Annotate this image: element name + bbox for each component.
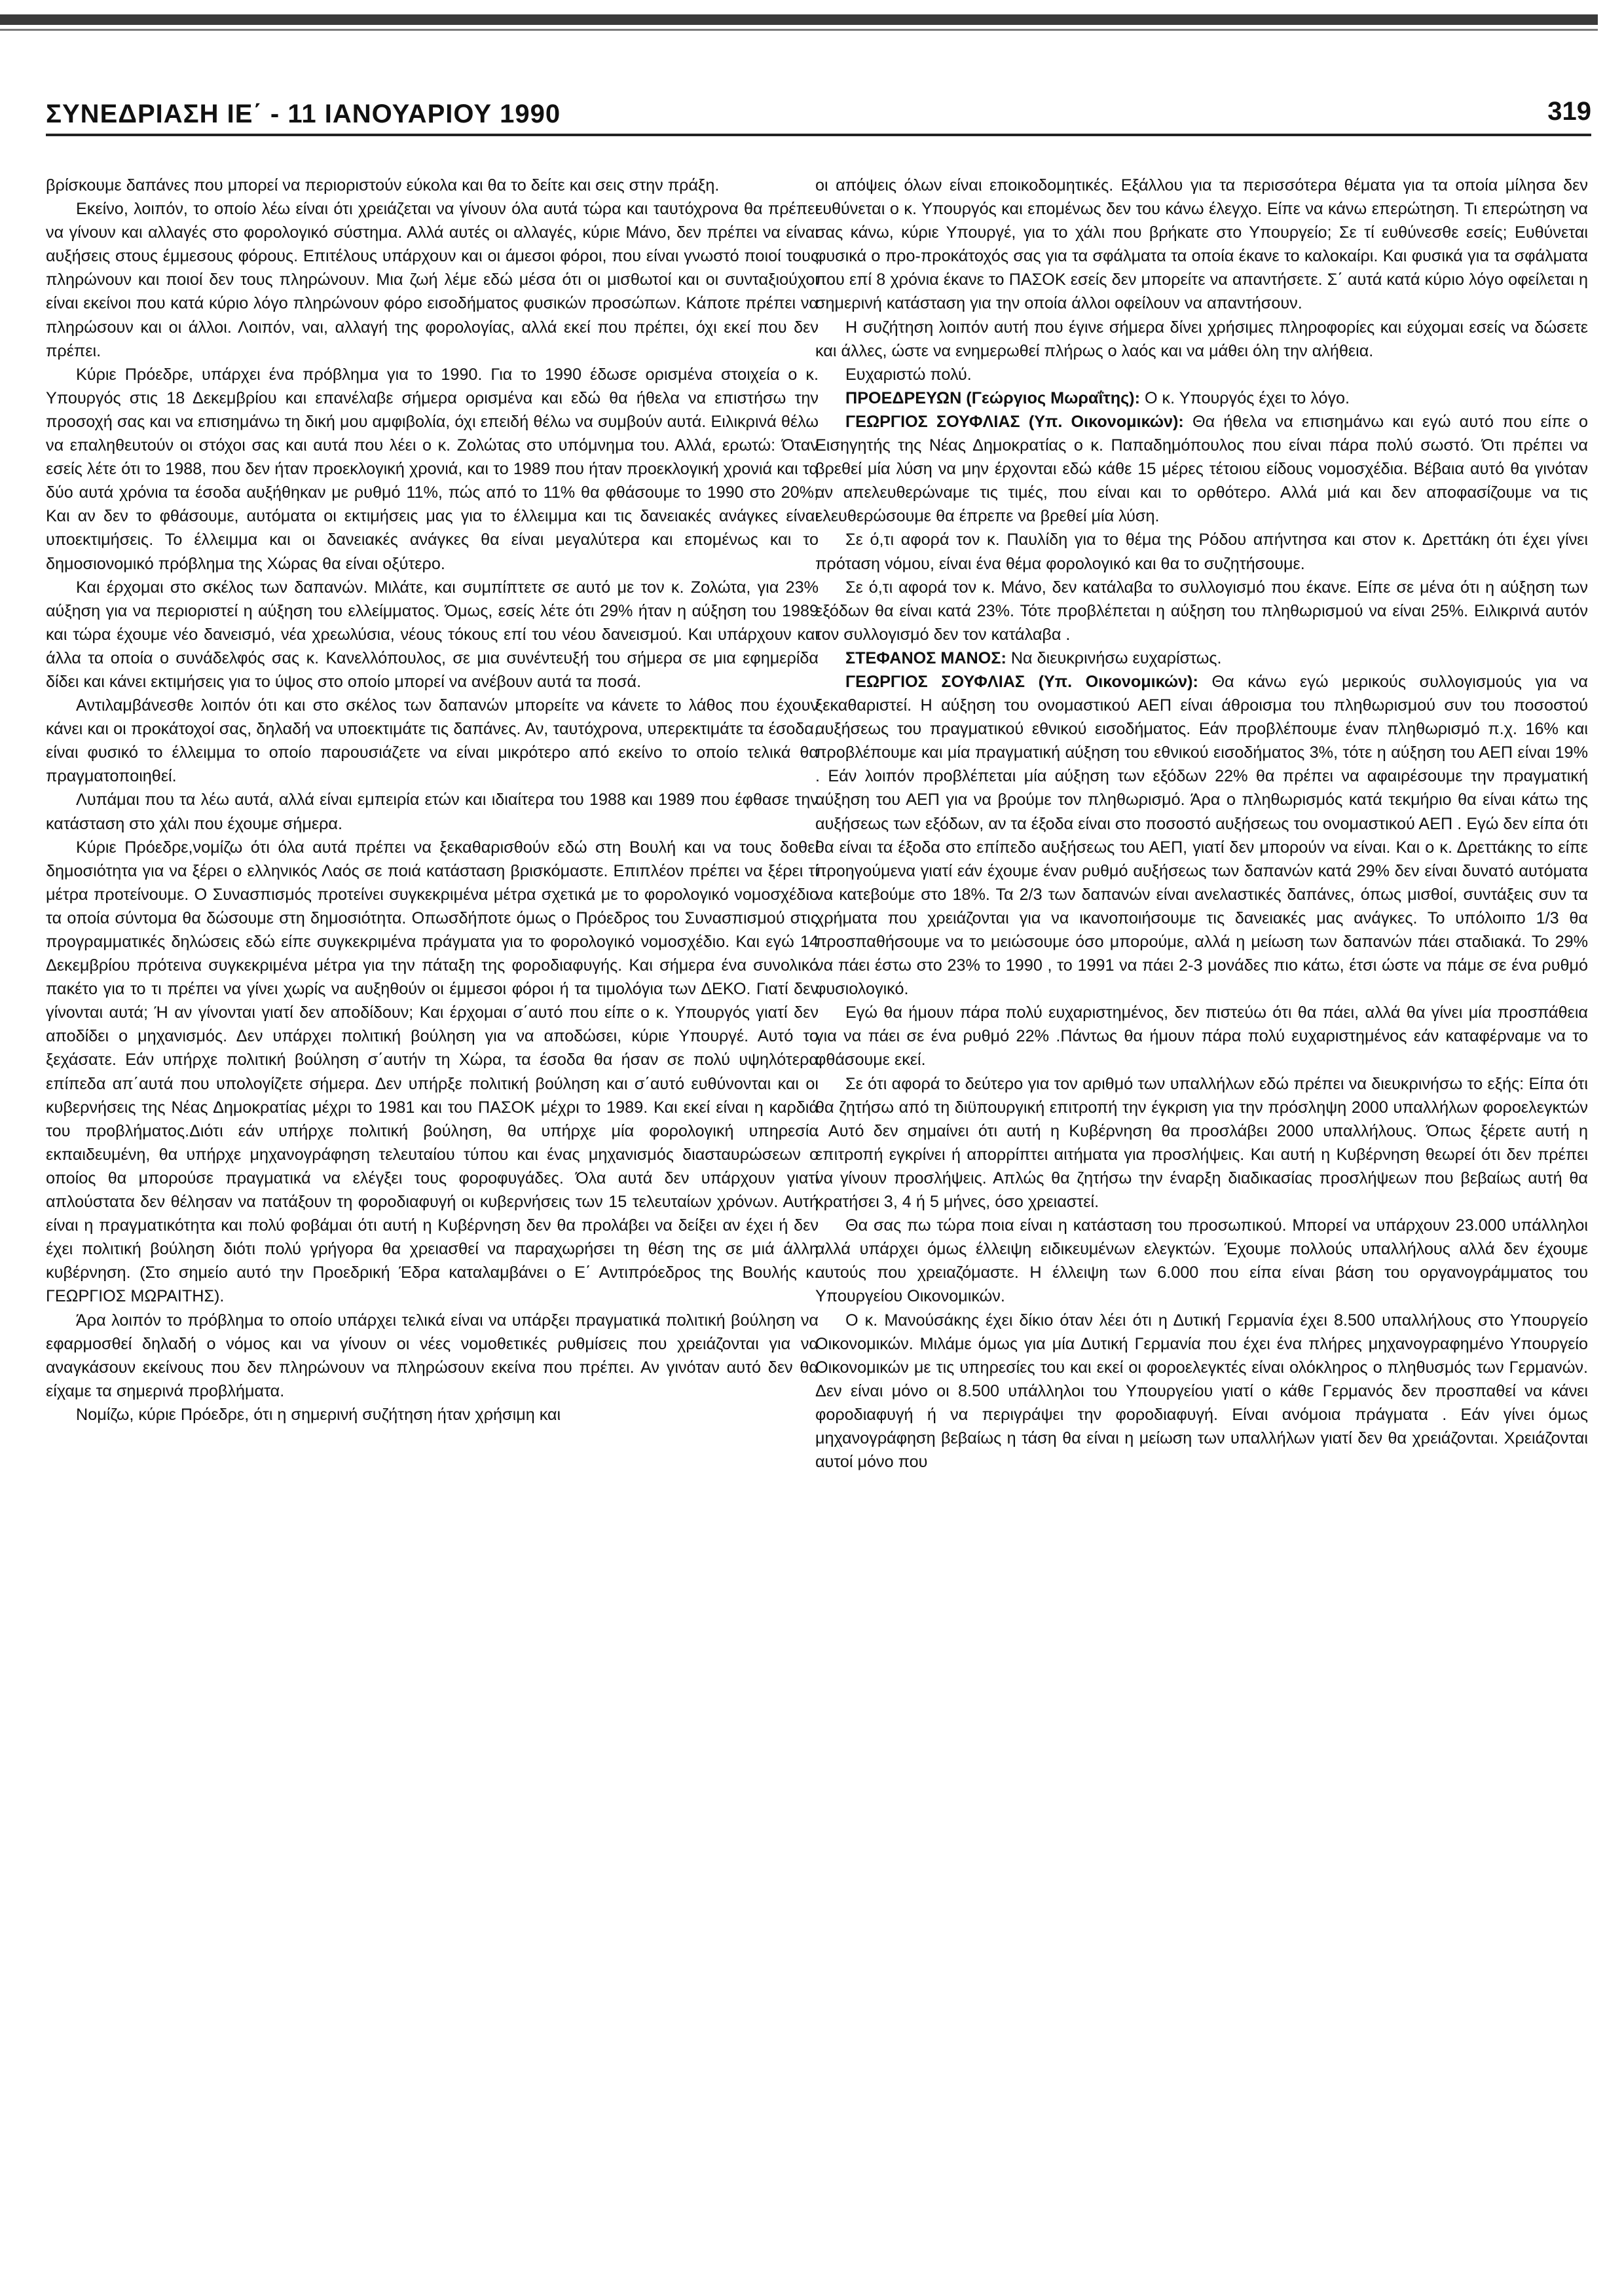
session-title: ΣΥΝΕΔΡΙΑΣΗ ΙΕ΄ - 11 ΙΑΝΟΥΑΡΙΟΥ 1990 bbox=[46, 100, 561, 128]
paragraph: Νομίζω, κύριε Πρόεδρε, ότι η σημερινή συζήτηση ήταν χρήσιμη και bbox=[76, 1405, 561, 1424]
paragraph-text: Σε ό,τι αφορά τον κ. Μάνο, δεν κατάλαβα το συλλογισμό που έκανε. Είπε σε μένα ότι η αύξηση των εξόδων θα είναι κατά 23%. Τότε προβλέπεται η αύξηση του πληθωρισμού να είναι 25%. Ειλικρινά αυτόν τον συλλογισμό δεν τον κατάλαβα . bbox=[815, 578, 1588, 644]
paragraph bbox=[815, 528, 1588, 575]
paragraph bbox=[815, 316, 1588, 363]
paragraph bbox=[815, 363, 1588, 386]
speaker-name: ΓΕΩΡΓΙΟΣ ΣΟΥΦΛΙΑΣ (Υπ. Οικονομικών): bbox=[845, 412, 1184, 431]
speech-text: Ο κ. Υπουργός έχει το λόγο. bbox=[1144, 388, 1350, 407]
left-column bbox=[46, 174, 819, 2279]
speech-paragraph bbox=[815, 386, 1588, 410]
paragraph-text: οι απόψεις όλων είναι εποικοδομητικές. Εξάλλου για τα περισσότερα θέματα για τα οποία μίλησα δεν ευθύνεται ο κ. Υπουργός και επομένως δεν του κάνω έλεγχο. Είπε να κάνω επερώτηση. Τι επερώτηση να σας κάνω, κύριε Υπουργέ, για το χάλι που βρήκατε στο Υπουργείο; Σε τί ευθύνεσθε εσείς; Ευθύνεται φυσικά ο προ-προκάτοχός σας για τα σφάλματα τα οποία έκανε το καλοκαίρι. Και φυσικά για τα σφάλματα που επί 8 χρόνια έκανε το ΠΑΣΟΚ εσείς δεν μπορείτε να απαντήσετε. Σ΄ αυτά κατά κύριο λόγο οφείλεται η σημερινή κατάσταση για την οποία άλλοι οφείλουν να απαντήσουν. bbox=[815, 176, 1588, 313]
paragraph bbox=[815, 1001, 1588, 1072]
paragraph: Κύριε Πρόεδρε, υπάρχει ένα πρόβλημα για το 1990. Για το 1990 έδωσε ορισμένα στοιχεία ο κ. Υπουργός στις 18 Δεκεμβρίου και επανέλαβε σήμερα ορισμένα και εδώ θα ήθελα να επιστήσω την προσοχή σας και να επισημάνω τη δική μου αμφιβολία, όχι επειδή θέλω να συμβούν αυτά. Ειλικρινά θέλω να επαληθευτούν οι στόχοι σας και αυτά που λέει ο κ. Ζολώτας στο υπόμνημα του. Αλλά, ερωτώ: Όταν εσείς λέτε ότι το 1988, που δεν ήταν προεκλογική χρονιά, και το 1989 που ήταν προεκλογική χρονιά και τα δύο αυτά χρόνια τα έσοδα αυξήθηκαν με ρυθμό 11%, πώς από το 11% θα φθάσουμε το 1990 στο 20%; Και αν δεν το φθάσουμε, αυτόματα οι εκτιμήσεις μας για το έλλειμμα και τις δανειακές ανάγκες είναι υποεκτιμήσεις. Το έλλειμμα και οι δανειακές ανάγκες θα είναι μεγαλύτερα και επομένως και το δημοσιονομικό πρόβλημα της Χώρας θα είναι οξύτερο. bbox=[46, 365, 819, 573]
paragraph: βρίσκουμε δαπάνες που μπορεί να περιοριστούν εύκολα και θα το δείτε και σεις στην πράξη. bbox=[46, 176, 720, 195]
paragraph bbox=[815, 576, 1588, 646]
paragraph-text: Σε ότι αφορά το δεύτερο για τον αριθμό των υπαλλήλων εδώ πρέπει να διευκρινήσω το εξής: Είπα ότι θα ζητήσω από τη διϋπουργική επιτροπή την έγκριση για την πρόσληψη 2000 υπαλλήλων φοροελεγκτών . Αυτό δεν σημαίνει ότι αυτή η Κυβέρνηση θα προσλάβει 2000 υπαλλήλους. Όπως ξέρετε αυτή η επιτροπή εγκρίνει ή απορρίπτει αιτήματα για προσλήψεις. Και αυτή η Κυβέρνηση θεωρεί ότι δεν πρέπει να γίνουν προσλήψεις. Απλώς θα ζητήσω την έναρξη διαδικασίας προσλήψεων που βεβαίως αυτή θα κρατήσει 3, 4 ή 5 μήνες, όσο χρειαστεί. bbox=[815, 1074, 1588, 1212]
running-header bbox=[46, 92, 1591, 138]
paragraph: Κύριε Πρόεδρε,νομίζω ότι όλα αυτά πρέπει να ξεκαθαρισθούν εδώ στη Βουλή και να τους δοθεί δημοσιότητα για να ξέρει ο ελληνικός Λαός σε ποιά κατάσταση βρισκόμαστε. Επιπλέον πρέπει να ξέρει τί μέτρα προτείνουμε. Ο Συνασπισμός προτείνει συγκεκριμένα μέτρα σχετικά με το φορολογικό νομοσχέδιο τα οποία σύντομα θα δώσουμε στη δημοσιότητα. Οπωσδήποτε όμως ο Πρόεδρος του Συνασπισμού στις προγραμματικές δηλώσεις εδώ είπε συγκεκριμένα πράγματα για το φορολογικό νομοσχέδιο. Και εγώ 14 Δεκεμβρίου πρότεινα συγκεκριμένα μέτρα για την πάταξη της φοροδιαφυγής. Και σήμερα ένα συνολικό πακέτο για το τι πρέπει να γίνει χωρίς να αυξηθούν οι έμμεσοι φόροι ή τα τιμολόγια των ΔΕΚΟ. Γιατί δεν γίνονται αυτά; Ή αν γίνονται γιατί δεν αποδίδουν; Και έρχομαι σ΄αυτό που είπε ο κ. Υπουργός γιατί δεν αποδίδει ο μηχανισμός. Δεν υπάρχει πολιτική βούληση για να αποδώσει, κύριε Υπουργέ. Αυτό το ξεχάσατε. Εάν υπήρχε πολιτική βούληση σ΄αυτήν τη Χώρα, τα έσοδα θα ήσαν σε πολύ υψηλότερα επίπεδα απ΄αυτά που υπολογίζετε σήμερα. Δεν υπήρξε πολιτική βούληση και σ΄αυτό ευθύνονται και οι κυβερνήσεις της Νέας Δημοκρατίας μέχρι το 1981 και του ΠΑΣΟΚ μέχρι το 1989. Και εκεί είναι η καρδιά του προβλήματος.Διότι εάν υπήρχε πολιτική βούληση, θα υπήρχε μία φορολογική υπηρεσία εκπαιδευμένη, θα υπήρχε μηχανογράφηση τελευταίου τύπου και ένας μηχανισμός διασταυρώσεων ο οποίος θα μπορούσε πραγματικά να ελέγξει τους φοροφυγάδες. Όλα αυτά δεν υπάρχουν γιατί απλούστατα δεν θέλησαν να πατάξουν τη φοροδιαφυγή οι κυβερνήσεις των 15 τελευταίων χρόνων. Αυτή είναι η πραγματικότητα και πολύ φοβάμαι ότι αυτή η Κυβέρνηση δεν θα προλάβει να δείξει αν έχει ή δεν έχει πολιτική βούληση διότι πολύ γρήγορα θα χρειασθεί να παραχωρήσει τη θέση της σε μιά άλλη κυβέρνηση. (Στο σημείο αυτό την Προεδρική Έδρα καταλαμβάνει ο Ε΄ Αντιπρόεδρος της Βουλής κ. ΓΕΩΡΓΙΟΣ ΜΩΡΑΙΤΗΣ). bbox=[46, 838, 819, 1306]
paragraph bbox=[815, 174, 1588, 316]
paragraph-text: Η συζήτηση λοιπόν αυτή που έγινε σήμερα δίνει χρήσιμες πληροφορίες και εύχομαι εσείς να δώσετε και άλλες, ώστε να ενημερωθεί πλήρως ο λαός και να μάθει όλη την αλήθεια. bbox=[815, 318, 1588, 360]
header-rule bbox=[46, 134, 1591, 136]
speech-text: Θα κάνω εγώ μερικούς συλλογισμούς για να ξεκαθαριστεί. Η αύξηση του ονομαστικού ΑΕΠ είναι άθροισμα του πληθωρισμού συν του ποσοστού αυξήσεως του πραγματικού εθνικού εισοδήματος. Εάν προβλέπουμε έναν πληθωρισμό π.χ. 16% και προβλέπουμε και μία πραγματική αύξηση του εθνικού εισοδήματος 3%, τότε η αύξηση του ΑΕΠ είναι 19% . Εάν λοιπόν προβλέπεται μία αύξηση των εξόδων 22% θα πρέπει να αφαιρέσουμε την πραγματική αύξηση του ΑΕΠ για να βρούμε τον πληθωρισμό. Άρα ο πληθωρισμός κατά τεκμήριο θα είναι κάτω της αυξήσεως των εξόδων, αν τα έξοδα είναι στο ποσοστό αυξήσεως του ονομαστικού ΑΕΠ . Εγώ δεν είπα ότι θα είναι τα έξοδα στο επίπεδο αυξήσεως του ΑΕΠ, γιατί δεν μπορούν να είναι. Και ο κ. Δρεττάκης το είπε προηγούμενα γιατί εάν έχουμε έναν ρυθμό αυξήσεως των δαπανών κατά 29% δεν είναι δυνατό αυτόματα να κατεβούμε στο 18%. Τα 2/3 των δαπανών είναι ανελαστικές δαπάνες, όπως μισθοί, συντάξεις συν τα χρήματα που χρειάζονται για να ικανοποιήσουμε τις δανειακές μας ανάγκες. Το υπόλοιπο 1/3 θα προσπαθήσουμε να το μειώσουμε όσο μπορούμε, αλλά η μείωση των δαπανών πάει σταδιακά. Το 29% να πάει έστω στο 23% το 1990 , το 1991 να πάει 2-3 μονάδες πιο κάτω, έτσι ώστε να πάμε σε ένα ρυθμό φυσιολογικό. bbox=[815, 672, 1588, 999]
paragraph bbox=[815, 1214, 1588, 1308]
paragraph: Λυπάμαι που τα λέω αυτά, αλλά είναι εμπειρία ετών και ιδιαίτερα του 1988 και 1989 που έφθασε την κατάσταση στο χάλι που έχουμε σήμερα. bbox=[46, 791, 819, 833]
speech-paragraph bbox=[815, 410, 1588, 528]
paragraph-text: Εγώ θα ήμουν πάρα πολύ ευχαριστημένος, δεν πιστεύω ότι θα πάει, αλλά θα γίνει μία προσπάθεια για να πάει σε ένα ρυθμό 22% .Πάντως θα ήμουν πάρα πολύ ευχαριστημένος εάν καταφέρναμε να το φθάσουμε εκεί. bbox=[815, 1003, 1588, 1070]
speech-text: Θα ήθελα να επισημάνω και εγώ αυτό που είπε ο Εισηγητής της Νέας Δημοκρατίας ο κ. Παπαδημόπουλος που είναι πάρα πολύ σωστό. Ότι πρέπει να βρεθεί μία λύση να μην έρχονται εδώ κάθε 15 μέρες τέτοιου είδους νομοσχέδια. Βέβαια αυτό θα γινόταν αν απελευθερώναμε τις τιμές, που είναι και το ορθότερο. Αλλά μιά και δεν αποφασίζουμε να τις ελευθερώσουμε θα έπρεπε να βρεθεί μία λύση. bbox=[815, 412, 1588, 526]
speech-paragraph bbox=[815, 670, 1588, 1001]
paragraph: Αντιλαμβάνεσθε λοιπόν ότι και στο σκέλος των δαπανών μπορείτε να κάνετε το λάθος που έχουν κάνει και οι προκάτοχοί σας, δηλαδή να υποεκτιμάτε τις δαπάνες. Αν, ταυτόχρονα, υπερεκτιμάτε τα έσοδα, είναι φυσικό το έλλειμμα το οποίο παρουσιάζετε να είναι μικρότερο από εκείνο το οποίο τελικά θα πραγματοποιηθεί. bbox=[46, 696, 819, 786]
right-column bbox=[815, 174, 1588, 2279]
paragraph: Και έρχομαι στο σκέλος των δαπανών. Μιλάτε, και συμπίπτετε σε αυτό με τον κ. Ζολώτα, για 23% αύξηση για να περιοριστεί η αύξηση του ελλείμματος. Όμως, εσείς λέτε ότι 29% ήταν η αύξηση του 1989 και τώρα έχουμε νέο δανεισμό, νέα χρεωλύσια, νέους τόκους επί του νέου δανεισμού. Και υπάρχουν και άλλα τα οποία ο συνάδελφός σας κ. Κανελλόπουλος, σε μια συνέντευξή του σήμερα σε μια εφημερίδα δίδει και κάνει εκτιμήσεις για το ύψος στο οποίο μπορεί να ανέβουν αυτά τα ποσά. bbox=[46, 578, 819, 691]
paragraph: Εκείνο, λοιπόν, το οποίο λέω είναι ότι χρειάζεται να γίνουν όλα αυτά τώρα και ταυτόχρονα θα πρέπει να γίνουν και αλλαγές στο φορολογικό σύστημα. Αλλά αυτές οι αλλαγές, κύριε Μάνο, δεν πρέπει να είναι αυξήσεις στους έμμεσους φόρους. Επιτέλους υπάρχουν και οι άμεσοι φόροι, που είναι γνωστό ποιοί τους πληρώνουν και ποιοί δεν τους πληρώνουν. Μια ζωή λέμε εδώ μέσα ότι οι μισθωτοί και οι συνταξιούχοι είναι εκείνοι που κατά κύριο λόγο πληρώνουν φόρο εισοδήματος φυσικών προσώπων. Κάποτε πρέπει να πληρώσουν και οι άλλοι. Λοιπόν, ναι, αλλαγή της φορολογίας, αλλά εκεί που πρέπει, όχι εκεί που δεν πρέπει. bbox=[46, 200, 819, 360]
paragraph bbox=[815, 1309, 1588, 1474]
speaker-name: ΣΤΕΦΑΝΟΣ ΜΑΝΟΣ: bbox=[845, 648, 1006, 667]
paragraph: Άρα λοιπόν το πρόβλημα το οποίο υπάρχει τελικά είναι να υπάρξει πραγματικά πολιτική βούληση να εφαρμοσθεί δηλαδή ο νόμος και να γίνουν οι νέες νομοθετικές ρυθμίσεις που χρειάζονται για να αναγκάσουν εκείνους που δεν πληρώνουν να πληρώσουν εκείνα που πρέπει. Αν γινόταν αυτό δεν θα είχαμε τα σημερινά προβλήματα. bbox=[46, 1311, 819, 1400]
paragraph-text: Θα σας πω τώρα ποια είναι η κατάσταση του προσωπικού. Μπορεί να υπάρχουν 23.000 υπάλληλοι αλλά υπάρχει όμως έλλειψη ειδικευμένων ελεγκτών. Έχουμε πολλούς υπαλλήλους αλλά δεν έχουμε αυτούς που χρειαζόμαστε. Η έλλειψη των 6.000 που είπα είναι βάση του οργανογράμματος του Υπουργείου Οικονομικών. bbox=[815, 1216, 1588, 1306]
paragraph bbox=[815, 1072, 1588, 1214]
paragraph-text: Σε ό,τι αφορά τον κ. Παυλίδη για το θέμα της Ρόδου απήντησα και στον κ. Δρεττάκη ότι έχει γίνει πρόταση νόμου, είναι ένα θέμα φορολογικό και θα το συζητήσουμε. bbox=[815, 531, 1588, 573]
page-number: 319 bbox=[1547, 97, 1591, 126]
speech-text: Να διευκρινήσω ευχαρίστως. bbox=[1010, 648, 1222, 667]
paragraph-text: Ο κ. Μανούσάκης έχει δίκιο όταν λέει ότι η Δυτική Γερμανία έχει 8.500 υπαλλήλους στο Υπουργείο Οικονομικών. Μιλάμε όμως για μία Δυτική Γερμανία που έχει ένα πλήρες μηχανογραφημένο Υπουργείο Οικονομικών με τις υπηρεσίες του και εκεί οι φοροελεγκτές είναι ολόκληρος ο πληθυσμός των Γερμανών. Δεν είναι μόνο οι 8.500 υπάλληλοι του Υπουργείου γιατί ο κάθε Γερμανός δεν προσπαθεί να κάνει φοροδιαφυγή ή να περιγράψει την φοροδιαφυγή. Είναι ανόμοια πράγματα . Εάν γίνει όμως μηχανογράφηση βεβαίως η τάση θα είναι η μείωση των υπαλλήλων γιατί δεν θα χρειάζονται. Χρειάζονται αυτοί μόνο που bbox=[815, 1311, 1588, 1472]
speaker-name: ΠΡΟΕΔΡΕΥΩΝ (Γεώργιος Μωραΐτης): bbox=[845, 388, 1140, 407]
top-edge-bar bbox=[0, 14, 1598, 25]
speech-paragraph bbox=[815, 646, 1588, 670]
paragraph-text: Ευχαριστώ πολύ. bbox=[845, 365, 972, 384]
speaker-name: ΓΕΩΡΓΙΟΣ ΣΟΥΦΛΙΑΣ (Υπ. Οικονομικών): bbox=[845, 672, 1198, 691]
top-edge-line bbox=[0, 29, 1598, 31]
